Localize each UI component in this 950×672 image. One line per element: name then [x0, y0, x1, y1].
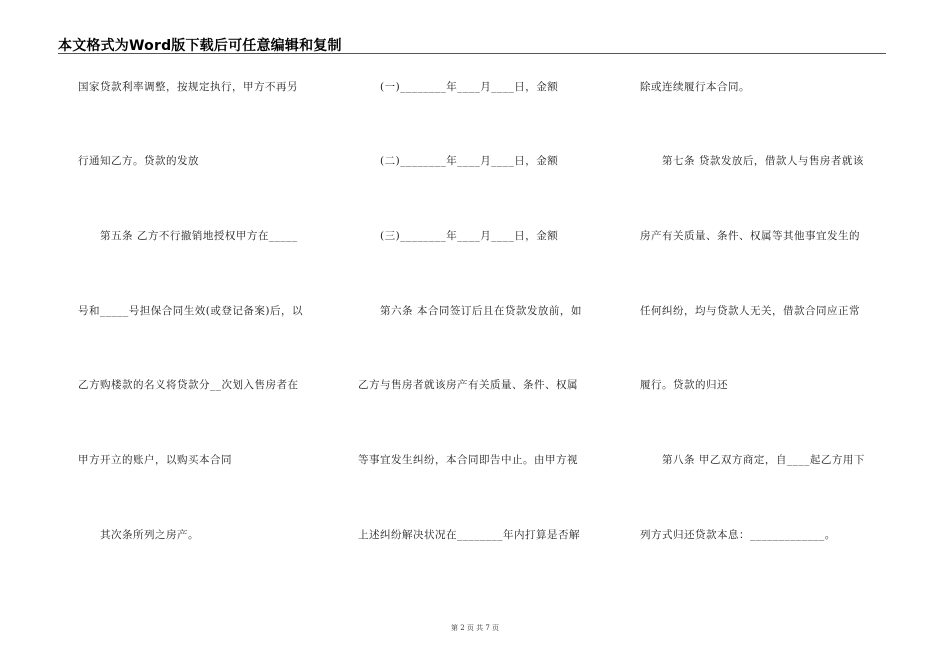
text-line: 任何纠纷，均与贷款人无关，借款合同应正常: [640, 305, 860, 317]
text-line: 号和_____号担保合同生效(或登记备案)后，以: [78, 305, 303, 317]
article-8-heading-line: 第八条 甲乙双方商定，自____起乙方用下: [662, 454, 865, 466]
text-line: 行通知乙方。贷款的发放: [78, 155, 199, 167]
text-line: 甲方开立的账户，以购买本合同: [78, 454, 232, 466]
text-line: 上述纠纷解决状况在________年内打算是否解: [358, 529, 580, 541]
text-line: 除或连续履行本合同。: [640, 81, 750, 93]
text-line: 其次条所列之房产。: [100, 529, 199, 541]
installment-2-line: (二)________年____月____日，金额: [380, 155, 559, 167]
text-line: 房产有关质量、条件、权属等其他事宜发生的: [640, 230, 860, 242]
article-7-heading-line: 第七条 贷款发放后，借款人与售房者就该: [662, 155, 864, 167]
document-header-title: 本文格式为Word版下载后可任意编辑和复制: [58, 38, 342, 54]
text-line: 乙方与售房者就该房产有关质量、条件、权属: [358, 379, 578, 391]
text-column-1: [78, 0, 338, 620]
article-6-heading-line: 第六条 本合同签订后且在贷款发放前，如: [380, 305, 582, 317]
installment-1-line: (一)________年____月____日，金额: [380, 81, 559, 93]
text-line: 乙方购楼款的名义将贷款分__次划入售房者在: [78, 379, 299, 391]
text-column-2: [358, 0, 618, 620]
article-5-heading-line: 第五条 乙方不行撤销地授权甲方在_____: [100, 230, 298, 242]
text-line: 列方式归还贷款本息：_____________。: [640, 529, 836, 541]
installment-3-line: (三)________年____月____日，金额: [380, 230, 559, 242]
text-column-3: [640, 0, 900, 620]
text-line: 履行。贷款的归还: [640, 379, 728, 391]
text-line: 等事宜发生纠纷，本合同即告中止。由甲方视: [358, 454, 578, 466]
page-number-footer: 第 2 页 共 7 页: [450, 624, 500, 632]
text-line: 国家贷款利率调整，按规定执行，甲方不再另: [78, 81, 298, 93]
